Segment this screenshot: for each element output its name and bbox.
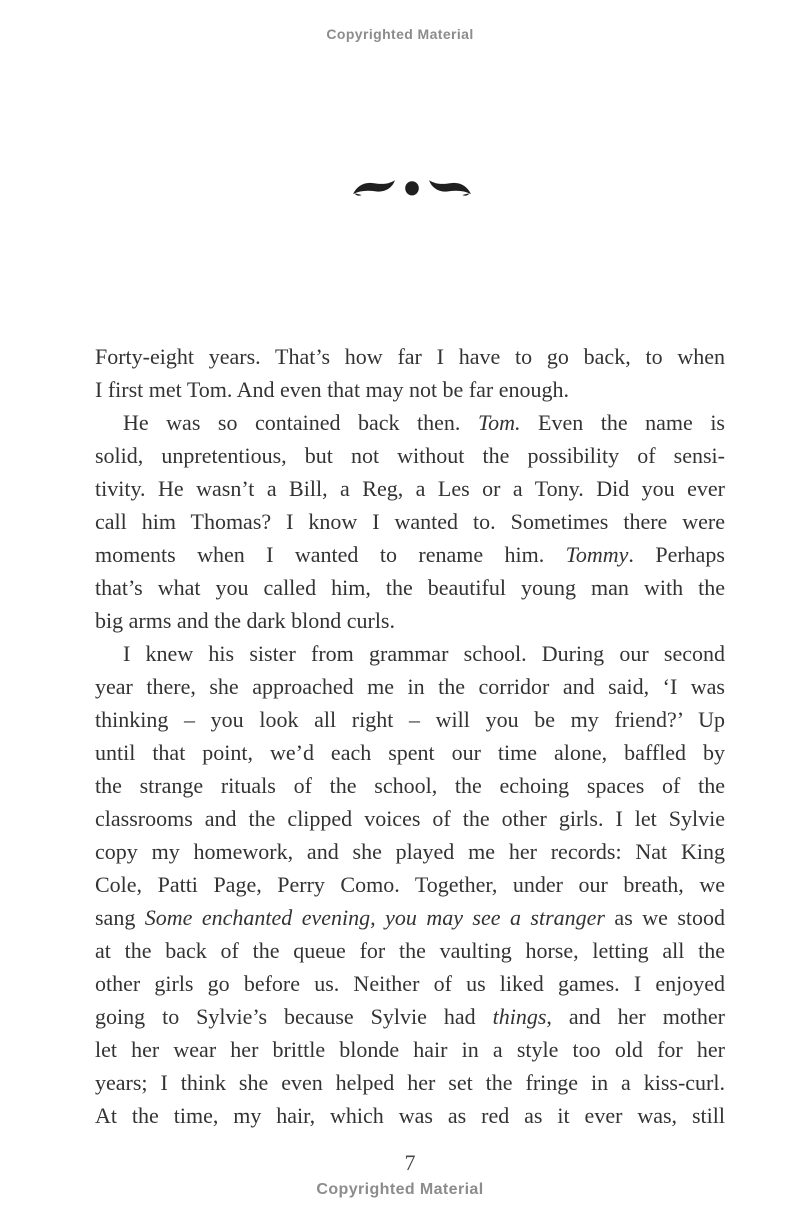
copyright-notice-top: Copyrighted Material: [326, 26, 474, 42]
text-segment: copy my homework, and she played me her records: Nat King: [95, 839, 725, 864]
text-line: [95, 604, 725, 637]
text-segment: classrooms and the clipped voices of the other girls. I let Sylvie: [95, 806, 725, 831]
section-divider-icon: [352, 176, 472, 200]
text-segment: At the time, my hair, which was as red as it ever was, still: [95, 1103, 725, 1128]
text-segment-italic: Some enchanted evening, you may see a stranger: [144, 905, 605, 930]
text-line: [95, 472, 725, 505]
text-segment: I first met Tom. And even that may not be far enough.: [95, 377, 569, 402]
text-segment: until that point, we’d each spent our time alone, baffled by: [95, 740, 725, 765]
page-number: 7: [404, 1150, 416, 1175]
text-line: [95, 670, 725, 703]
body-text: [95, 340, 725, 1132]
text-segment: that’s what you called him, the beautiful young man with the: [95, 575, 725, 600]
text-segment: . Perhaps: [628, 542, 725, 567]
text-line: [95, 1099, 725, 1132]
copyright-notice-bottom: Copyrighted Material: [316, 1181, 484, 1198]
text-line: [95, 967, 725, 1000]
text-line: [95, 835, 725, 868]
text-line: [95, 505, 725, 538]
text-line: [95, 901, 725, 934]
text-segment: year there, she approached me in the corridor and said, ‘I was: [95, 674, 725, 699]
text-segment: at the back of the queue for the vaulting horse, letting all the: [95, 938, 725, 963]
text-segment: call him Thomas? I know I wanted to. Sometimes there were: [95, 509, 725, 534]
text-line: [95, 703, 725, 736]
text-line: [95, 769, 725, 802]
text-segment: as we stood: [604, 905, 725, 930]
text-segment: solid, unpretentious, but not without the possibility of sensi-: [95, 443, 725, 468]
text-segment: the strange rituals of the school, the echoing spaces of the: [95, 773, 725, 798]
text-line: [95, 802, 725, 835]
text-segment-italic: things: [492, 1004, 547, 1029]
text-line: [95, 406, 725, 439]
text-segment: Forty-eight years. That’s how far I have to go back, to when: [95, 344, 725, 369]
text-segment: He was so contained back then.: [123, 410, 478, 435]
text-line: [95, 1066, 725, 1099]
text-segment-italic: Tom.: [477, 410, 521, 435]
text-line: [95, 373, 725, 406]
text-segment: going to Sylvie’s because Sylvie had: [95, 1004, 493, 1029]
text-segment: I knew his sister from grammar school. During our second: [123, 641, 725, 666]
ornament-glyph: [353, 180, 471, 196]
text-segment: Cole, Patti Page, Perry Como. Together, under our breath, we: [95, 872, 725, 897]
text-segment: moments when I wanted to rename him.: [95, 542, 566, 567]
text-line: [95, 1033, 725, 1066]
text-line: [95, 736, 725, 769]
text-line: [95, 571, 725, 604]
text-line: [95, 868, 725, 901]
text-segment: other girls go before us. Neither of us liked games. I enjoyed: [95, 971, 725, 996]
text-line: [95, 637, 725, 670]
text-segment-italic: Tommy: [565, 542, 629, 567]
text-line: [95, 934, 725, 967]
text-line: [95, 1000, 725, 1033]
text-line: [95, 538, 725, 571]
text-segment: thinking – you look all right – will you be my friend?’ Up: [95, 707, 725, 732]
text-segment: let her wear her brittle blonde hair in a style too old for her: [95, 1037, 725, 1062]
text-line: [95, 439, 725, 472]
text-segment: big arms and the dark blond curls.: [95, 608, 395, 633]
text-segment: Even the name is: [520, 410, 725, 435]
text-segment: , and her mother: [546, 1004, 726, 1029]
text-segment: tivity. He wasn’t a Bill, a Reg, a Les or a Tony. Did you ever: [95, 476, 725, 501]
text-segment: sang: [95, 905, 145, 930]
text-line: [95, 340, 725, 373]
text-segment: years; I think she even helped her set the fringe in a kiss-curl.: [95, 1070, 725, 1095]
